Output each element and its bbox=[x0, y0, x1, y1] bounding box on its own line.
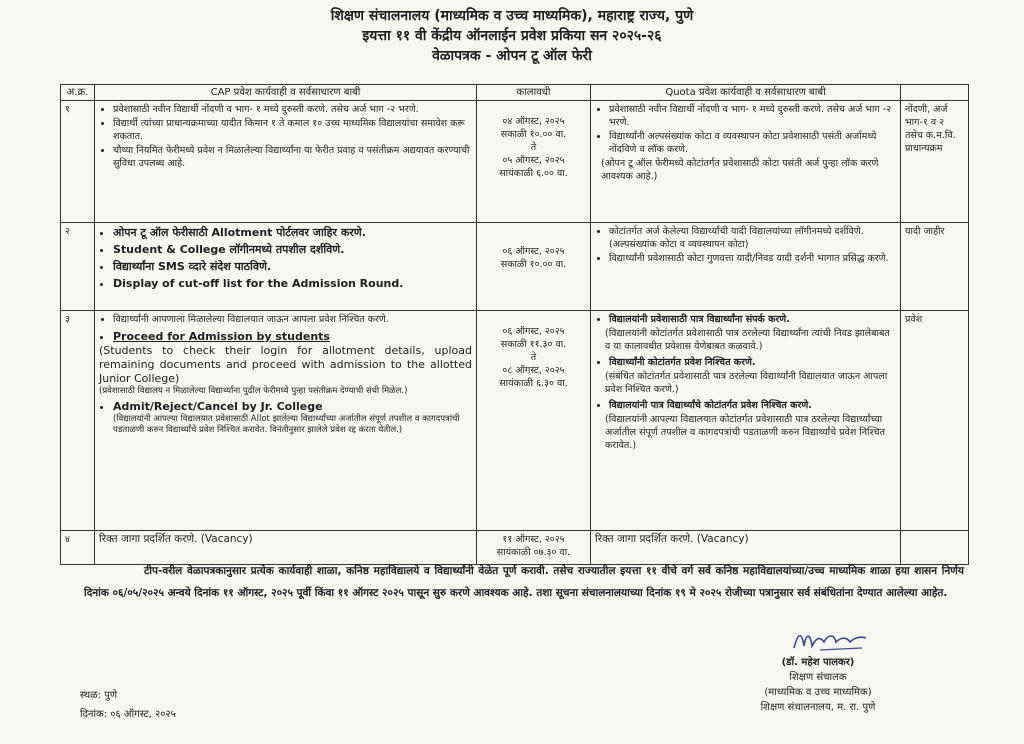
period-line: सकाळी ११.३० वा. bbox=[500, 339, 567, 350]
last-cell: यादी जाहीर bbox=[901, 223, 969, 311]
quota-note: (विद्यालयांनी कोटांतर्गत प्रवेशासाठी पात्र ठरलेल्या विद्यार्थ्यांना त्यांची निवड झालेबाबत व या कालावधीत प्रवेशास येणेबाबत कळवावे.) bbox=[605, 328, 890, 352]
period-line: सकाळी १०.०० वा. bbox=[500, 129, 567, 140]
period-line: ते bbox=[530, 142, 537, 153]
table-row bbox=[61, 223, 969, 311]
list-item: • विद्यालयांनी पात्र विद्यार्थ्यांचे कोटांतर्गत प्रवेश निश्चित करणे. bbox=[609, 399, 896, 412]
quota-note: (संबंधित कोटांतर्गत प्रवेशासाठी पात्र ठरलेल्या विद्यार्थ्यांनी विद्यालयात जाऊन आपला प्रवेश निश्चित करणे.) bbox=[605, 371, 888, 395]
list-item: • प्रवेशासाठी नवीन विद्यार्थी नोंदणी व भाग- १ मध्ये दुरुस्ती करणे. तसेच अर्ज भाग -२ भरणे. bbox=[609, 103, 896, 129]
signature-block bbox=[728, 655, 908, 715]
period-line: ०६ ऑगस्ट, २०२५ bbox=[502, 246, 565, 257]
signatory-designation: शिक्षण संचालक bbox=[789, 672, 847, 683]
list-item: • विद्यार्थी त्यांच्या प्राधान्यक्रमाच्या यादीत किमान १ ते कमाल १० उच्च माध्यमिक विद्यालयांचा समावेश करू शकतात. bbox=[113, 117, 472, 143]
list-item: • विद्यार्थ्यांनी अल्पसंख्यांक कोटा व व्यवस्थापन कोटा प्रवेशासाठी पसंती अर्जामध्ये नोंदविणे व लॉक करणे. bbox=[609, 130, 896, 156]
list-item: • विद्यार्थ्यांनी कोटांतर्गत प्रवेश निश्चित करणे. bbox=[609, 356, 896, 369]
list-item: • Display of cut-off list for the Admission Round. bbox=[113, 276, 472, 292]
quota-cell bbox=[591, 101, 901, 223]
list-item: • Admit/Reject/Cancel by Jr. College bbox=[113, 400, 472, 413]
period-line: सायंकाळी ६.३० वा. bbox=[499, 378, 568, 389]
quota-cell: रिक्त जागा प्रदर्शित करणे. (Vacancy) bbox=[591, 531, 901, 565]
list-item: • कोटांतर्गत अर्ज केलेल्या विद्यार्थ्यांची यादी विद्यालयांच्या लॉगीनमध्ये दर्शविणे. (अल्पसंख्यांक कोटा व व्यवस्थापन कोटा) bbox=[609, 225, 896, 251]
cap-note: (प्रवेशासाठी विद्यालय न मिळालेल्या विद्यार्थ्यांना पुढील फेरीमध्ये पुन्हा पसंतीक्रम देण्याची संधी मिळेल.) bbox=[99, 386, 408, 396]
list-item: • Proceed for Admission by students bbox=[113, 330, 472, 343]
period-line: सकाळी १०.०० वा. bbox=[500, 259, 567, 270]
list-item: • चौथ्या नियमित फेरीमध्ये प्रवेश न मिळालेल्या विद्यार्थ्यांना या फेरीत प्रवाह व पसंतीक्रम अद्ययावत करण्याची सुविधा उपलब्ध आहे. bbox=[113, 144, 472, 170]
signatory-dept: (माध्यमिक व उच्च माध्यमिक) bbox=[764, 687, 872, 698]
list-item: • प्रवेशासाठी नवीन विद्यार्थी नोंदणी व भाग- १ मध्ये दुरुस्ती करणे. तसेच अर्ज भाग -२ भरणे. bbox=[113, 103, 472, 116]
office-title: शिक्षण संचालनालय (माध्यमिक व उच्च माध्यमिक), महाराष्ट्र राज्य, पुणे bbox=[330, 8, 694, 24]
cap-cell bbox=[95, 311, 477, 531]
footer-note bbox=[84, 560, 964, 604]
place-date bbox=[80, 686, 176, 724]
signature-scribble bbox=[790, 628, 870, 654]
last-cell: नोंदणी, अर्ज भाग-१ व २ तसेच क.म.वि. प्राधान्यक्रम bbox=[901, 101, 969, 223]
list-item: • ओपन टू ऑल फेरीसाठी Allotment पोर्टलवर जाहिर करणे. bbox=[113, 225, 472, 241]
period-cell bbox=[477, 311, 591, 531]
schedule-title: वेळापत्रक - ओपन टू ऑल फेरी bbox=[432, 48, 592, 64]
footer-paragraph: टीप-वरील वेळापत्रकानुसार प्रत्येक कार्यवाही शाळा, कनिष्ठ महाविद्यालये व विद्यार्थ्यांनी वेळेत पूर्ण करावी. तसेच राज्यातील इयत्ता ११ वीचे वर्ग सर्व कनिष्ठ महाविद्यालयांच्या/उच्च माध्यमिक शाळा हया शासन निर्णय दिनांक ०६/०५/२०२५ अन्वये दिनांक ११ ऑगस्ट, २०२५ पूर्वी किंवा ११ ऑगस्ट २०२५ पासून सुरु करणे आवश्यक आहे. तशा सूचना संचालनालयाच्या दिनांक १९ मे २०२५ रोजीच्या पत्रानुसार सर्व संबंधितांना देण्यात आलेल्या आहेत. bbox=[84, 565, 964, 599]
cap-cell bbox=[95, 101, 477, 223]
list-item: • विद्यार्थ्यांनी आपणाला मिळालेल्या विद्यालयात जाऊन आपला प्रवेश निश्चित करणे. bbox=[113, 313, 472, 326]
period-line: सायंकाळी ६.०० वा. bbox=[499, 168, 568, 179]
quota-cell bbox=[591, 311, 901, 531]
cap-cell: रिक्त जागा प्रदर्शित करणे. (Vacancy) bbox=[95, 531, 477, 565]
date-text: दिनांक: ०६ ऑगस्ट, २०२५ bbox=[80, 709, 176, 720]
period-line: ०८ ऑगस्ट, २०२५ bbox=[502, 365, 565, 376]
list-item: • विद्यार्थ्यांनी प्रवेशासाठी कोटा गुणवत्ता यादी/निवड यादी दर्शनी भागात प्रसिद्ध करणे. bbox=[609, 252, 896, 265]
table-row bbox=[61, 101, 969, 223]
row-number: २ bbox=[61, 223, 95, 311]
table-header-row bbox=[61, 85, 969, 101]
row-number: ३ bbox=[61, 311, 95, 531]
col-cap: CAP प्रवेश कार्यवाही व सर्वसाधारण बाबी bbox=[95, 85, 477, 101]
quota-note: (ओपन टू ऑल फेरीमध्ये कोटांतर्गत प्रवेशासाठी कोटा पसंती अर्ज पुन्हा लॉक करणे आवश्यक आहे.) bbox=[601, 158, 879, 182]
document-header bbox=[0, 6, 1024, 66]
cap-note: (विद्यालयांनी आपल्या विद्यालयात प्रवेशासाठी Allot झालेल्या विद्यार्थ्यांच्या अर्जातील संपूर्ण तपशील व कागदपत्रांची पडताळणी करुन विद्यार्थ्यांचे प्रवेश निश्चित करावेत. विनंतीनुसार झालेले प्रवेश रद्द करता येतील.) bbox=[113, 414, 460, 435]
process-title: इयत्ता ११ वी केंद्रीय ऑनलाईन प्रवेश प्रकिया सन २०२५-२६ bbox=[362, 28, 662, 44]
signatory-name: (डॉ. महेश पालकर) bbox=[781, 657, 855, 668]
period-cell bbox=[477, 101, 591, 223]
list-item: • विद्यार्थ्यांना SMS व्दारे संदेश पाठविणे. bbox=[113, 259, 472, 275]
period-line: ११ ऑगस्ट, २०२५ bbox=[502, 534, 565, 545]
place-text: स्थळ: पुणे bbox=[80, 690, 118, 701]
signatory-office: शिक्षण संचालनालय, म. रा. पुणे bbox=[760, 702, 876, 713]
row-number: ४ bbox=[61, 531, 95, 565]
table-row bbox=[61, 311, 969, 531]
row-number: १ bbox=[61, 101, 95, 223]
cap-paragraph: (Students to check their login for allotment details, upload remaining documents and proceed with admission to the allotted Junior College) bbox=[99, 344, 472, 385]
list-item: • विद्यालयांनी प्रवेशासाठी पात्र विद्यार्थ्यांना संपर्क करणे. bbox=[609, 313, 896, 326]
col-sr: अ.क्र. bbox=[61, 85, 95, 101]
quota-note: (विद्यालयांनी आपल्या विद्यालयात कोटांतर्गत प्रवेशासाठी पात्र ठरलेल्या विद्यार्थ्यांच्या अर्जातील संपूर्ण तपशील व कागदपत्रांची पडताळणी करुन विद्यार्थ्यांचे प्रवेश निश्चित करावेत.) bbox=[605, 414, 885, 451]
col-last bbox=[901, 85, 969, 101]
period-line: ०५ ऑगस्ट, २०२५ bbox=[502, 155, 565, 166]
period-line: सायंकाळी ०७.३० वा. bbox=[496, 547, 571, 558]
col-quota: Quota प्रवेश कार्यवाही व सर्वसाधारण बाबी bbox=[591, 85, 901, 101]
col-period: कालावधी bbox=[477, 85, 591, 101]
period-cell bbox=[477, 223, 591, 311]
schedule-table bbox=[60, 84, 969, 565]
period-line: ०४ ऑगस्ट, २०२५ bbox=[502, 116, 565, 127]
last-cell: प्रवेश bbox=[901, 311, 969, 531]
period-line: ते bbox=[530, 352, 537, 363]
quota-cell bbox=[591, 223, 901, 311]
cap-cell bbox=[95, 223, 477, 311]
period-line: ०६ ऑगस्ट, २०२५ bbox=[502, 326, 565, 337]
list-item: • Student & College लॉगीनमध्ये तपशील दर्शविणे. bbox=[113, 242, 472, 258]
